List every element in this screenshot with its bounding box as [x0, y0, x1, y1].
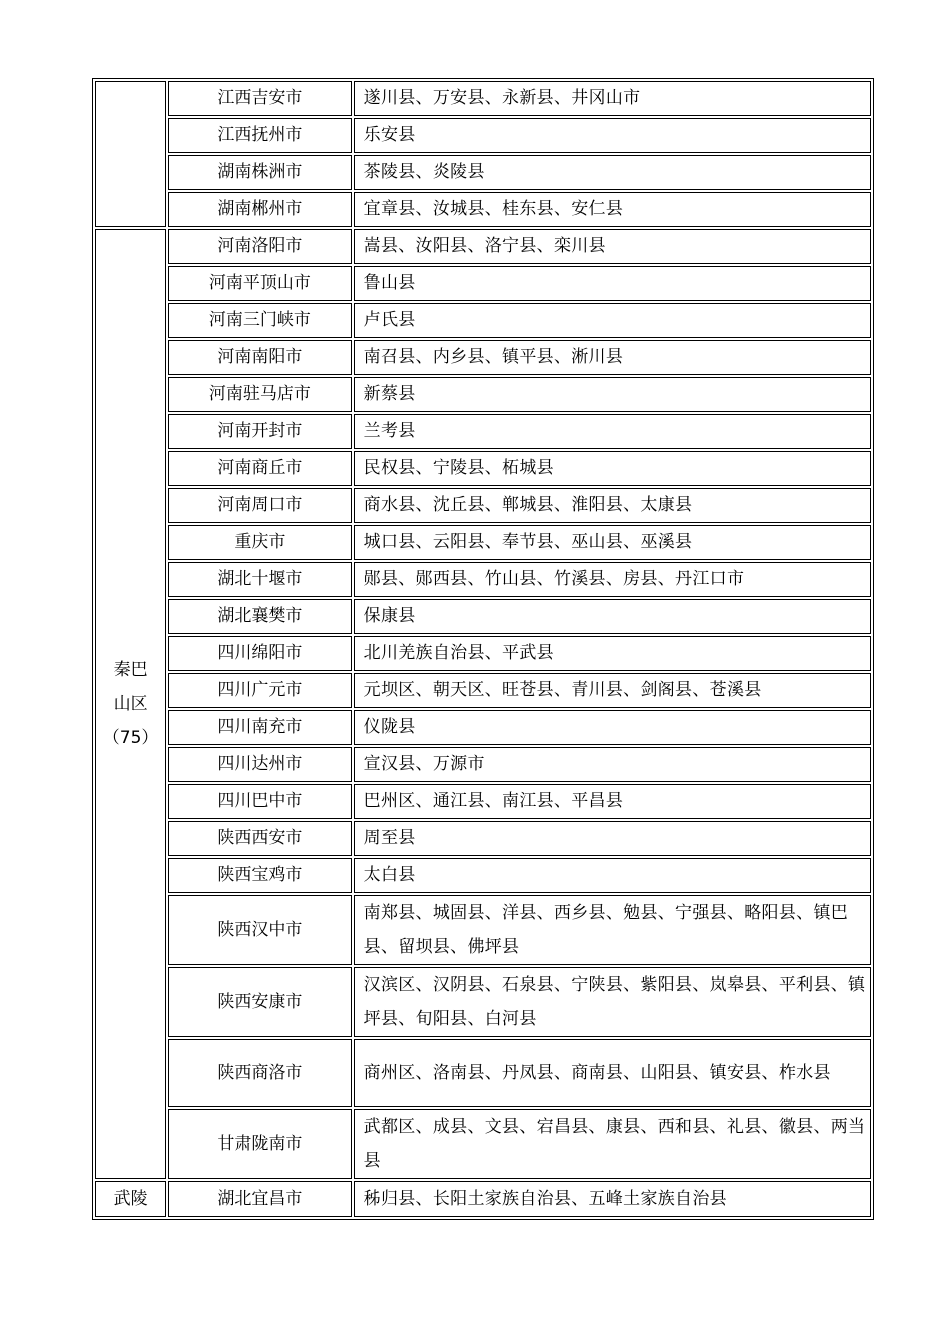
city-cell: 河南南阳市 [168, 340, 351, 375]
table-row [95, 266, 871, 301]
region-cell [95, 81, 166, 227]
table-row [95, 118, 871, 153]
table-row [95, 895, 871, 965]
county-list-cell: 宣汉县、万源市 [354, 747, 871, 782]
county-list-cell: 乐安县 [354, 118, 871, 153]
region-label-line: 山区 [113, 694, 148, 714]
table-row [95, 451, 871, 486]
county-list-cell: 商水县、沈丘县、郸城县、淮阳县、太康县 [354, 488, 871, 523]
table-row [95, 525, 871, 560]
city-cell: 河南周口市 [168, 488, 351, 523]
city-cell: 河南开封市 [168, 414, 351, 449]
city-cell: 河南洛阳市 [168, 229, 351, 264]
city-cell: 四川达州市 [168, 747, 351, 782]
city-cell: 四川巴中市 [168, 784, 351, 819]
table-row [95, 1039, 871, 1107]
table-row [95, 747, 871, 782]
table-row [95, 599, 871, 634]
table-row [95, 636, 871, 671]
table-row [95, 155, 871, 190]
table-row [95, 784, 871, 819]
table-row [95, 821, 871, 856]
table-row [95, 81, 871, 116]
table-row [95, 710, 871, 745]
county-list-cell: 南郑县、城固县、洋县、西乡县、勉县、宁强县、略阳县、镇巴县、留坝县、佛坪县 [354, 895, 871, 965]
city-cell: 陕西宝鸡市 [168, 858, 351, 893]
county-list-cell: 兰考县 [354, 414, 871, 449]
county-list-cell: 民权县、宁陵县、柘城县 [354, 451, 871, 486]
city-cell: 河南三门峡市 [168, 303, 351, 338]
city-cell: 湖北十堰市 [168, 562, 351, 597]
city-cell: 河南平顶山市 [168, 266, 351, 301]
county-list-cell: 仪陇县 [354, 710, 871, 745]
county-list-cell: 元坝区、朝天区、旺苍县、青川县、剑阁县、苍溪县 [354, 673, 871, 708]
county-list-cell: 城口县、云阳县、奉节县、巫山县、巫溪县 [354, 525, 871, 560]
table-row [95, 192, 871, 227]
city-cell: 四川绵阳市 [168, 636, 351, 671]
table-row [95, 377, 871, 412]
county-list-cell: 武都区、成县、文县、宕昌县、康县、西和县、礼县、徽县、两当县 [354, 1109, 871, 1179]
table-row [95, 858, 871, 893]
county-list-cell: 卢氏县 [354, 303, 871, 338]
table-row [95, 303, 871, 338]
city-cell: 四川南充市 [168, 710, 351, 745]
table-row [95, 1109, 871, 1179]
county-list-cell: 北川羌族自治县、平武县 [354, 636, 871, 671]
city-cell: 江西抚州市 [168, 118, 351, 153]
table-row [95, 1181, 871, 1217]
county-list-cell: 南召县、内乡县、镇平县、淅川县 [354, 340, 871, 375]
county-list-cell: 周至县 [354, 821, 871, 856]
county-list-cell: 保康县 [354, 599, 871, 634]
region-cell: 武陵 [95, 1181, 166, 1217]
county-list-cell: 宜章县、汝城县、桂东县、安仁县 [354, 192, 871, 227]
table-row [95, 340, 871, 375]
county-list-cell: 新蔡县 [354, 377, 871, 412]
table-body [95, 81, 871, 1217]
county-list-cell: 商州区、洛南县、丹凤县、商南县、山阳县、镇安县、柞水县 [354, 1039, 871, 1107]
table-row [95, 967, 871, 1037]
county-list-cell: 巴州区、通江县、南江县、平昌县 [354, 784, 871, 819]
city-cell: 湖北宜昌市 [168, 1181, 351, 1217]
table-row [95, 673, 871, 708]
county-list-cell: 茶陵县、炎陵县 [354, 155, 871, 190]
region-label-line: （75） [102, 728, 159, 748]
county-list-cell: 太白县 [354, 858, 871, 893]
table-row [95, 414, 871, 449]
city-cell: 甘肃陇南市 [168, 1109, 351, 1179]
city-cell: 陕西西安市 [168, 821, 351, 856]
county-list-cell: 秭归县、长阳土家族自治县、五峰土家族自治县 [354, 1181, 871, 1217]
region-label-line: 秦巴 [113, 660, 148, 680]
county-list-cell: 遂川县、万安县、永新县、井冈山市 [354, 81, 871, 116]
county-list-cell: 嵩县、汝阳县、洛宁县、栾川县 [354, 229, 871, 264]
table-row [95, 488, 871, 523]
city-cell: 湖北襄樊市 [168, 599, 351, 634]
county-list-cell: 郧县、郧西县、竹山县、竹溪县、房县、丹江口市 [354, 562, 871, 597]
county-list-cell: 汉滨区、汉阴县、石泉县、宁陕县、紫阳县、岚皋县、平利县、镇坪县、旬阳县、白河县 [354, 967, 871, 1037]
table-row [95, 562, 871, 597]
city-cell: 湖南郴州市 [168, 192, 351, 227]
city-cell: 陕西安康市 [168, 967, 351, 1037]
poverty-county-table [92, 78, 874, 1220]
table-row [95, 229, 871, 264]
city-cell: 河南商丘市 [168, 451, 351, 486]
city-cell: 陕西汉中市 [168, 895, 351, 965]
city-cell: 四川广元市 [168, 673, 351, 708]
city-cell: 湖南株洲市 [168, 155, 351, 190]
region-cell [95, 229, 166, 1179]
city-cell: 重庆市 [168, 525, 351, 560]
city-cell: 江西吉安市 [168, 81, 351, 116]
city-cell: 河南驻马店市 [168, 377, 351, 412]
city-cell: 陕西商洛市 [168, 1039, 351, 1107]
county-list-cell: 鲁山县 [354, 266, 871, 301]
